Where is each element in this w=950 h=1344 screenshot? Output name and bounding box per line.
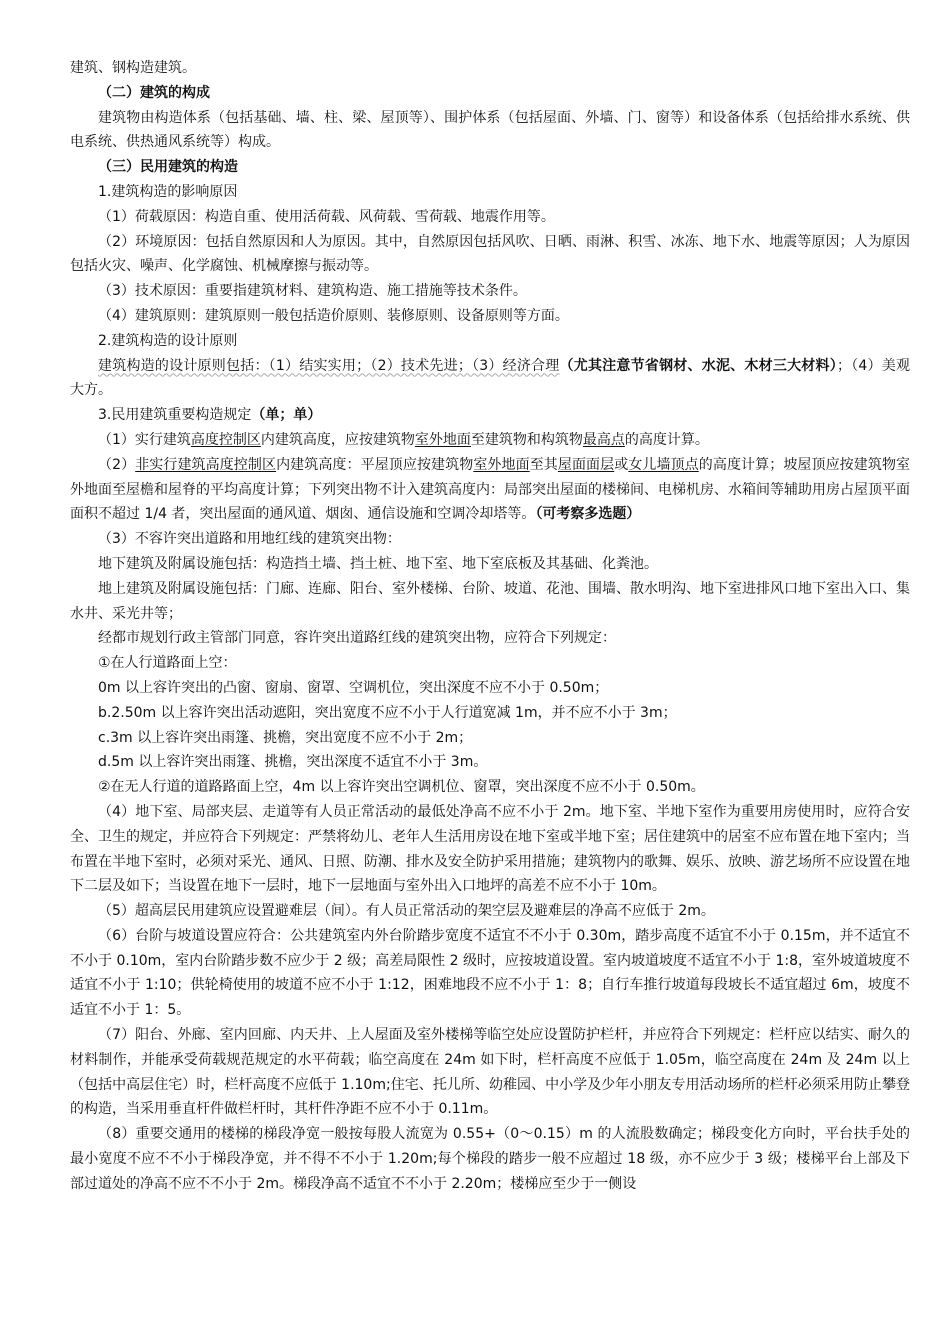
list-item: （4）建筑原则：建筑原则一般包括造价原则、装修原则、设备原则等方面。 bbox=[98, 307, 569, 324]
list-item: （8）重要交通用的楼梯的梯段净宽一般按每股人流宽为 0.55+（0～0.15）m 的人流股数确定；梯段变化方向时，平台扶手处的最小宽度不应不不小于梯段净宽，并不得不不小于 1.20m;每个梯段的踏步一般不应超过 18 级，亦不应少于 3 级；楼梯平台上部及下部过道处的净高不应不不小于 2m。梯段净高不适宜不不小于 2.20m；楼梯应至少于一侧设 bbox=[70, 1126, 910, 1192]
list-item: （7）阳台、外廊、室内回廊、内天井、上人屋面及室外楼梯等临空处应设置防护栏杆，并应符合下列规定：栏杆应以结实、耐久的材料制作，并能承受荷载规范规定的水平荷载；临空高度在 24m 如下时，栏杆高度不应低于 1.05m，临空高度在 24m 及 24m 以上（包括中高层住宅）时，栏杆高度不应低于 1.10m;住宅、托儿所、幼稚园、中小学及少年小朋友专用活动场所的栏杆必须采用防止攀登的构造，当采用垂直杆件做栏杆时，其杆件净距不应不小于 0.11m。 bbox=[70, 1027, 910, 1118]
exam-note: （可考察多选题） bbox=[535, 506, 641, 523]
list-item: （4）地下室、局部夹层、走道等有人员正常活动的最低处净高不应不小于 2m。地下室、半地下室作为重要用房使用时，应符合安全、卫生的规定，并应符合下列规定：严禁将幼儿、老年人生活用房设在地下室或半地下室；居住建筑中的居室不应布置在地下室内；当布置在半地下室时，必须对采光、通风、日照、防潮、排水及安全防护采用措施；建筑物内的歌舞、娱乐、放映、游艺场所不应设置在地下二层及如下；当设置在地下一层时，地下一层地面与室外出入口地坪的高差不应不小于 10m。 bbox=[70, 803, 910, 895]
paragraph: b.2.50m 以上容许突出活动遮阳，突出宽度不应不小于人行道宽减 1m，并不应不小于 3m； bbox=[98, 704, 677, 721]
paragraph: c.3m 以上容许突出雨篷、挑檐，突出宽度不应不小于 2m； bbox=[98, 729, 473, 746]
text-run: ；（4）美观大方。 bbox=[70, 357, 910, 399]
list-item: （3）不容许突出道路和用地红线的建筑突出物： bbox=[98, 531, 401, 548]
paragraph: 地下建筑及附属设施包括：构造挡土墙、挡土桩、地下室、地下室底板及其基础、化粪池。 bbox=[98, 555, 658, 572]
text-run: 或 bbox=[614, 456, 629, 473]
underlined-term: 最高点 bbox=[582, 431, 625, 448]
text-run: 的高度计算；坡屋顶应按建筑物室外地面至屋檐和屋脊的平均高度计算；下列突出物不计入建筑高度内：局部突出屋面的楼梯间、电梯机房、水箱间等辅助用房占屋顶平面面积不超过 1/4 者，突出屋面的通风道、烟囱、通信设施和空调冷却塔等。 bbox=[70, 456, 911, 523]
underlined-term: 室外地面 bbox=[473, 456, 530, 473]
paragraph: 0m 以上容许突出的凸窗、窗扇、窗罩、空调机位，突出深度不应不小于 0.50m； bbox=[98, 679, 609, 696]
question-type-note: （单；单） bbox=[251, 407, 322, 424]
paragraph: 建筑物由构造体系（包括基础、墙、柱、梁、屋顶等）、围护体系（包括屋面、外墙、门、窗等）和设备体系（包括给排水系统、供电系统、供热通风系统等）构成。 bbox=[70, 109, 910, 151]
list-item: （5）超高层民用建筑应设置避难层（间）。有人员正常活动的架空层及避难层的净高不应低于 2m。 bbox=[98, 903, 715, 920]
text-run: 的高度计算。 bbox=[624, 431, 709, 448]
emphasis: （尤其注意节省钢材、水泥、木材三大材料） bbox=[559, 357, 837, 374]
underlined-term: 高度控制区 bbox=[190, 431, 261, 448]
section-heading: （三）民用建筑的构造 bbox=[98, 159, 238, 176]
subheading: 2.建筑构造的设计原则 bbox=[98, 332, 238, 349]
text-run: 内建筑高度，应按建筑物 bbox=[260, 431, 415, 448]
list-item: （2）环境原因：包括自然原因和人为原因。其中，自然原因包括风吹、日晒、雨淋、积雪、冰冻、地下水、地震等原因；人为原因包括火灾、噪声、化学腐蚀、机械摩擦与振动等。 bbox=[70, 233, 910, 275]
underlined-term: 室外地面 bbox=[414, 431, 471, 448]
document-page bbox=[70, 56, 910, 1197]
paragraph: 经都市规划行政主管部门同意，容许突出道路红线的建筑突出物，应符合下列规定： bbox=[98, 630, 616, 647]
text-run: 建筑构造的设计原则包括：（1）结实实用；（2）技术先进；（3）经济合理 bbox=[98, 357, 560, 374]
underlined-term: 非实行建筑高度控制区 bbox=[135, 456, 277, 473]
paragraph: d.5m 以上容许突出雨篷、挑檐，突出深度不适宜不小于 3m。 bbox=[98, 754, 488, 771]
underlined-term: 女儿墙顶点 bbox=[628, 456, 699, 473]
paragraph: ①在人行道路面上空： bbox=[98, 655, 237, 672]
list-item: （3）技术原因：重要指建筑材料、建筑构造、施工措施等技术条件。 bbox=[98, 283, 527, 300]
paragraph: ②在无人行道的道路路面上空，4m 以上容许突出空调机位、窗罩，突出深度不应不小于 0.50m。 bbox=[98, 779, 705, 796]
list-item: （1）荷载原因：构造自重、使用活荷载、风荷载、雪荷载、地震作用等。 bbox=[98, 208, 555, 225]
underlined-term: 屋面面层 bbox=[557, 456, 615, 473]
subheading: 1.建筑构造的影响原因 bbox=[98, 183, 238, 200]
text-run: （2） bbox=[98, 456, 136, 473]
section-heading: （二）建筑的构成 bbox=[98, 84, 210, 101]
paragraph bbox=[70, 354, 910, 404]
paragraph: 建筑、钢构造建筑。 bbox=[70, 60, 196, 76]
text-run: （1）实行建筑 bbox=[98, 431, 191, 448]
text-run: 至其 bbox=[529, 456, 558, 473]
list-item bbox=[70, 428, 910, 453]
paragraph: 地上建筑及附属设施包括：门廊、连廊、阳台、室外楼梯、台阶、坡道、花池、围墙、散水明沟、地下室进排风口地下室出入口、集水井、采光井等； bbox=[70, 580, 910, 622]
text-run: 至建筑物和构筑物 bbox=[470, 431, 583, 448]
list-item: （6）台阶与坡道设置应符合：公共建筑室内外台阶踏步宽度不适宜不不小于 0.30m，踏步高度不适宜不小于 0.15m，并不适宜不不小于 0.10m，室内台阶踏步数不应少于 2 级；高差局限性 2 级时，应按坡道设置。室内坡道坡度不适宜不小于 1:8，室外坡道坡度不适宜不小于 1:10；供轮椅使用的坡道不应不小于 1:12，困难地段不应不小于 1：8；自行车推行坡道每段坡长不适宜超过 6m，坡度不适宜不小于 1：5。 bbox=[70, 927, 910, 1019]
subheading bbox=[70, 403, 910, 428]
list-item bbox=[70, 453, 910, 527]
text-run: 3.民用建筑重要构造规定 bbox=[98, 407, 252, 424]
text-run: 内建筑高度：平屋顶应按建筑物 bbox=[276, 456, 474, 473]
